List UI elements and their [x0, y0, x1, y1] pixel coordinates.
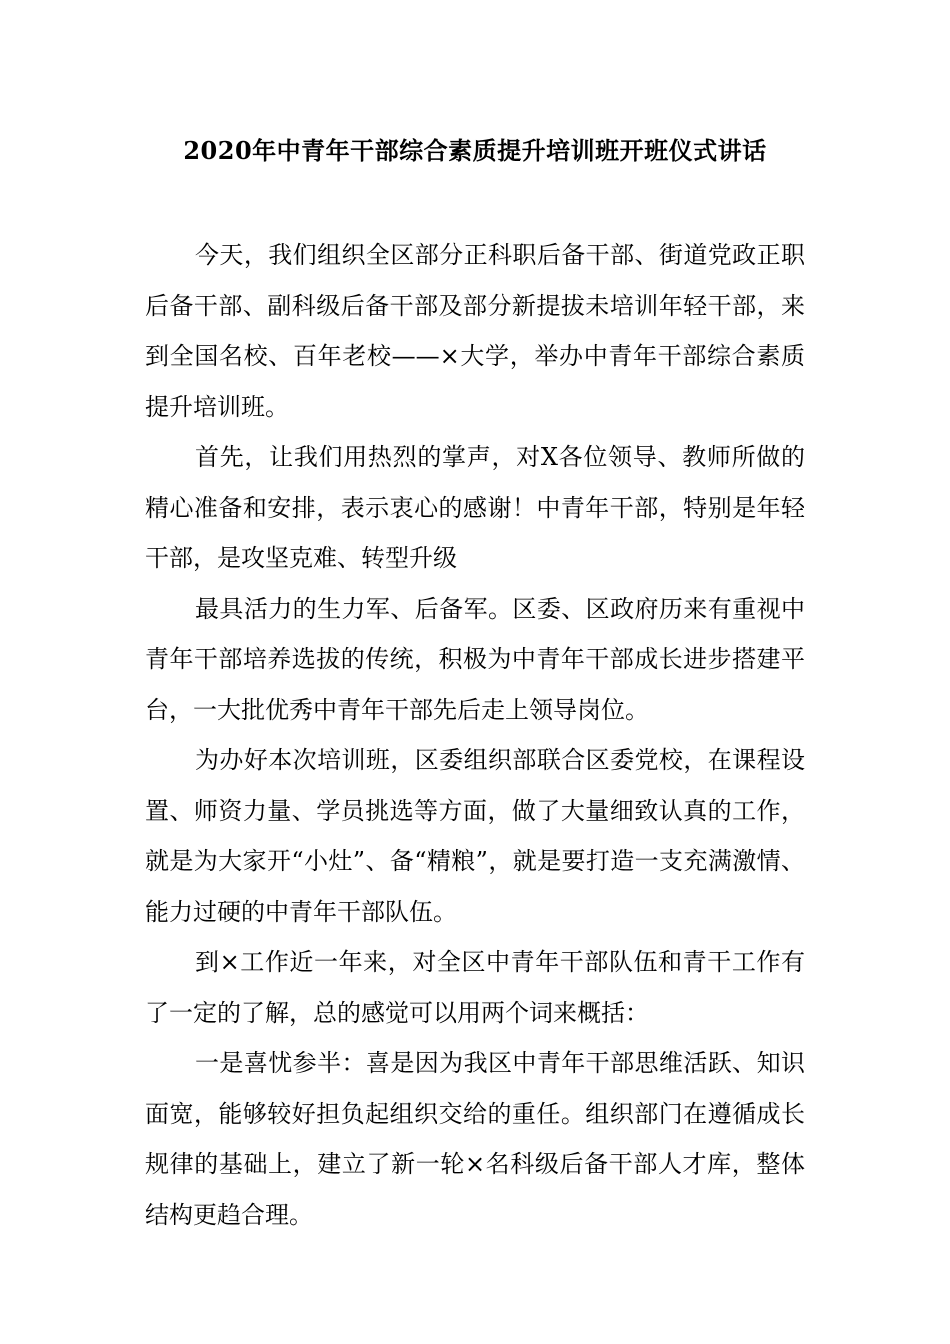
paragraph: 一是喜忧参半：喜是因为我区中青年干部思维活跃、知识面宽，能够较好担负起组织交给的重任。组织部门在遵循成长规律的基础上，建立了新一轮×名科级后备干部人才库，整体结构更趋合理。: [145, 1049, 805, 1229]
paragraph: 今天，我们组织全区部分正科职后备干部、街道党政正职后备干部、副科级后备干部及部分新提拔未培训年轻干部，来到全国名校、百年老校——×大学，举办中青年干部综合素质提升培训班。: [145, 241, 805, 421]
paragraph: 到×工作近一年来，对全区中青年干部队伍和青干工作有了一定的了解，总的感觉可以用两个词来概括：: [145, 948, 805, 1027]
document-body: [145, 230, 805, 1240]
paragraph: 为办好本次培训班，区委组织部联合区委党校，在课程设置、师资力量、学员挑选等方面，做了大量细致认真的工作，就是为大家开“小灶”、备“精粮”，就是要打造一支充满激情、能力过硬的中青年干部队伍。: [145, 746, 805, 926]
document-title: 2020年中青年干部综合素质提升培训班开班仪式讲话: [183, 136, 767, 165]
paragraph: 最具活力的生力军、后备军。区委、区政府历来有重视中青年干部培养选拔的传统，积极为中青年干部成长进步搭建平台，一大批优秀中青年干部先后走上领导岗位。: [145, 594, 805, 724]
paragraph: 首先，让我们用热烈的掌声，对X各位领导、教师所做的精心准备和安排，表示衷心的感谢！中青年干部，特别是年轻干部，是攻坚克难、转型升级: [145, 443, 805, 572]
